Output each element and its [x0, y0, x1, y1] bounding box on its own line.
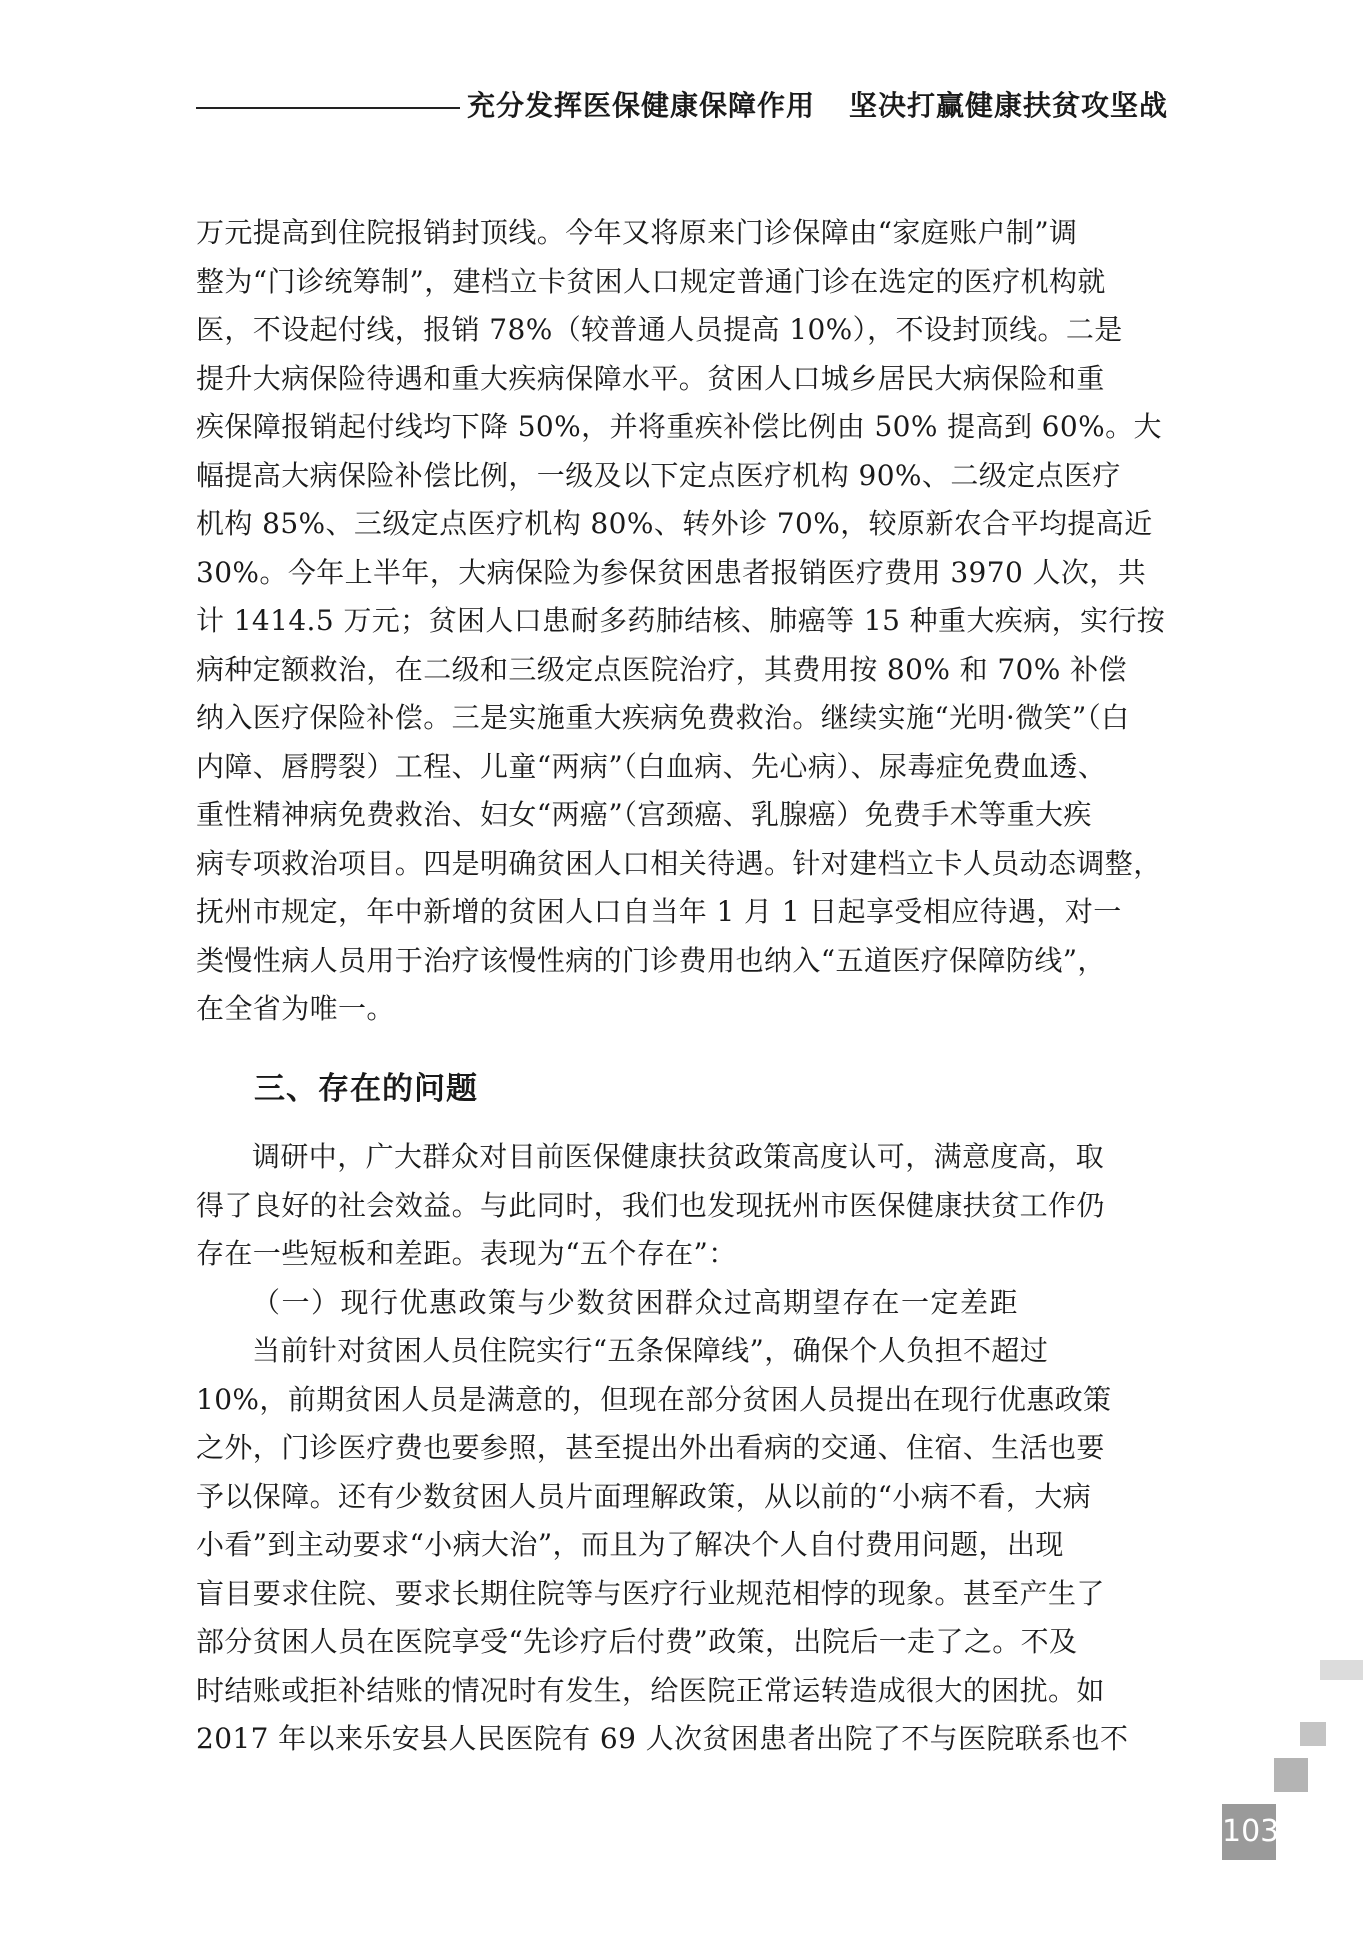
- text-line: 计 1414.5 万元；贫困人口患耐多药肺结核、肺癌等 15 种重大疾病，实行按: [196, 604, 1166, 637]
- text-line: 调研中，广大群众对目前医保健康扶贫政策高度认可，满意度高，取: [252, 1140, 1105, 1173]
- text-line: 30%。今年上半年，大病保险为参保贫困患者报销医疗费用 3970 人次，共: [196, 555, 1147, 589]
- text-line: 10%，前期贫困人员是满意的，但现在部分贫困人员提出在现行优惠政策: [196, 1382, 1112, 1416]
- text-line: 当前针对贫困人员住院实行“五条保障线”，确保个人负担不超过: [252, 1334, 1049, 1367]
- decorative-square: [1300, 1722, 1326, 1746]
- text-line: 存在一些短板和差距。表现为“五个存在”：: [196, 1237, 737, 1270]
- text-line: 抚州市规定，年中新增的贫困人口自当年 1 月 1 日起享受相应待遇，对一: [196, 895, 1122, 928]
- text-line: 整为“门诊统筹制”，建档立卡贫困人口规定普通门诊在选定的医疗机构就: [196, 264, 1106, 298]
- text-line: 重性精神病免费救治、妇女“两癌”（宫颈癌、乳腺癌）免费手术等重大疾: [196, 798, 1092, 831]
- text-line: 在全省为唯一。: [196, 992, 395, 1025]
- text-line: 小看”到主动要求“小病大治”，而且为了解决个人自付费用问题，出现: [196, 1528, 1064, 1561]
- page-number: 103: [1222, 1804, 1276, 1860]
- text-line: 提升大病保险待遇和重大疾病保障水平。贫困人口城乡居民大病保险和重: [196, 361, 1105, 395]
- text-line: 得了良好的社会效益。与此同时，我们也发现抚州市医保健康扶贫工作仍: [196, 1188, 1105, 1222]
- header-rule: [196, 107, 460, 109]
- text-line: 纳入医疗保险补偿。三是实施重大疾病免费救治。继续实施“光明·微笑”（白: [196, 701, 1130, 734]
- text-line: 病专项救治项目。四是明确贫困人口相关待遇。针对建档立卡人员动态调整，: [196, 846, 1162, 880]
- text-line: 医，不设起付线，报销 78%（较普通人员提高 10%），不设封顶线。二是: [196, 313, 1123, 346]
- paragraph-block-1: [196, 209, 1166, 1034]
- text-line: 盲目要求住院、要求长期住院等与医疗行业规范相悖的现象。甚至产生了: [196, 1576, 1105, 1610]
- decorative-square: [1274, 1758, 1308, 1792]
- text-line: 予以保障。还有少数贫困人员片面理解政策，从以前的“小病不看，大病: [196, 1479, 1092, 1513]
- decorative-square: [1320, 1660, 1363, 1680]
- text-line: 内障、唇腭裂）工程、儿童“两病”（白血病、先心病）、尿毒症免费血透、: [196, 749, 1107, 783]
- text-line: 疾保障报销起付线均下降 50%，并将重疾补偿比例由 50% 提高到 60%。大: [196, 410, 1162, 443]
- text-line: 幅提高大病保险补偿比例，一级及以下定点医疗机构 90%、二级定点医疗: [196, 458, 1121, 492]
- header-title-part2: 坚决打赢健康扶贫攻坚战: [848, 89, 1168, 122]
- text-line: 类慢性病人员用于治疗该慢性病的门诊费用也纳入“五道医疗保障防线”，: [196, 943, 1106, 977]
- text-line: 部分贫困人员在医院享受“先诊疗后付费”政策，出院后一走了之。不及: [196, 1625, 1078, 1658]
- text-line: 时结账或拒补结账的情况时有发生，给医院正常运转造成很大的困扰。如: [196, 1673, 1105, 1707]
- section-heading: 三、存在的问题: [254, 1071, 478, 1107]
- running-header: [467, 84, 1168, 124]
- text-line: 万元提高到住院报销封顶线。今年又将原来门诊保障由“家庭账户制”调: [196, 216, 1078, 249]
- text-line: 机构 85%、三级定点医疗机构 80%、转外诊 70%，较原新农合平均提高近: [196, 507, 1153, 540]
- subsection-heading: （一）现行优惠政策与少数贫困群众过高期望存在一定差距: [252, 1285, 1020, 1319]
- text-line: 病种定额救治，在二级和三级定点医院治疗，其费用按 80% 和 70% 补偿: [196, 652, 1127, 686]
- paragraph-block-2: [196, 1133, 1166, 1764]
- header-title-part1: 充分发挥医保健康保障作用: [466, 89, 815, 122]
- text-line: 2017 年以来乐安县人民医院有 69 人次贫困患者出院了不与医院联系也不: [196, 1722, 1129, 1755]
- text-line: 之外，门诊医疗费也要参照，甚至提出外出看病的交通、住宿、生活也要: [196, 1431, 1105, 1464]
